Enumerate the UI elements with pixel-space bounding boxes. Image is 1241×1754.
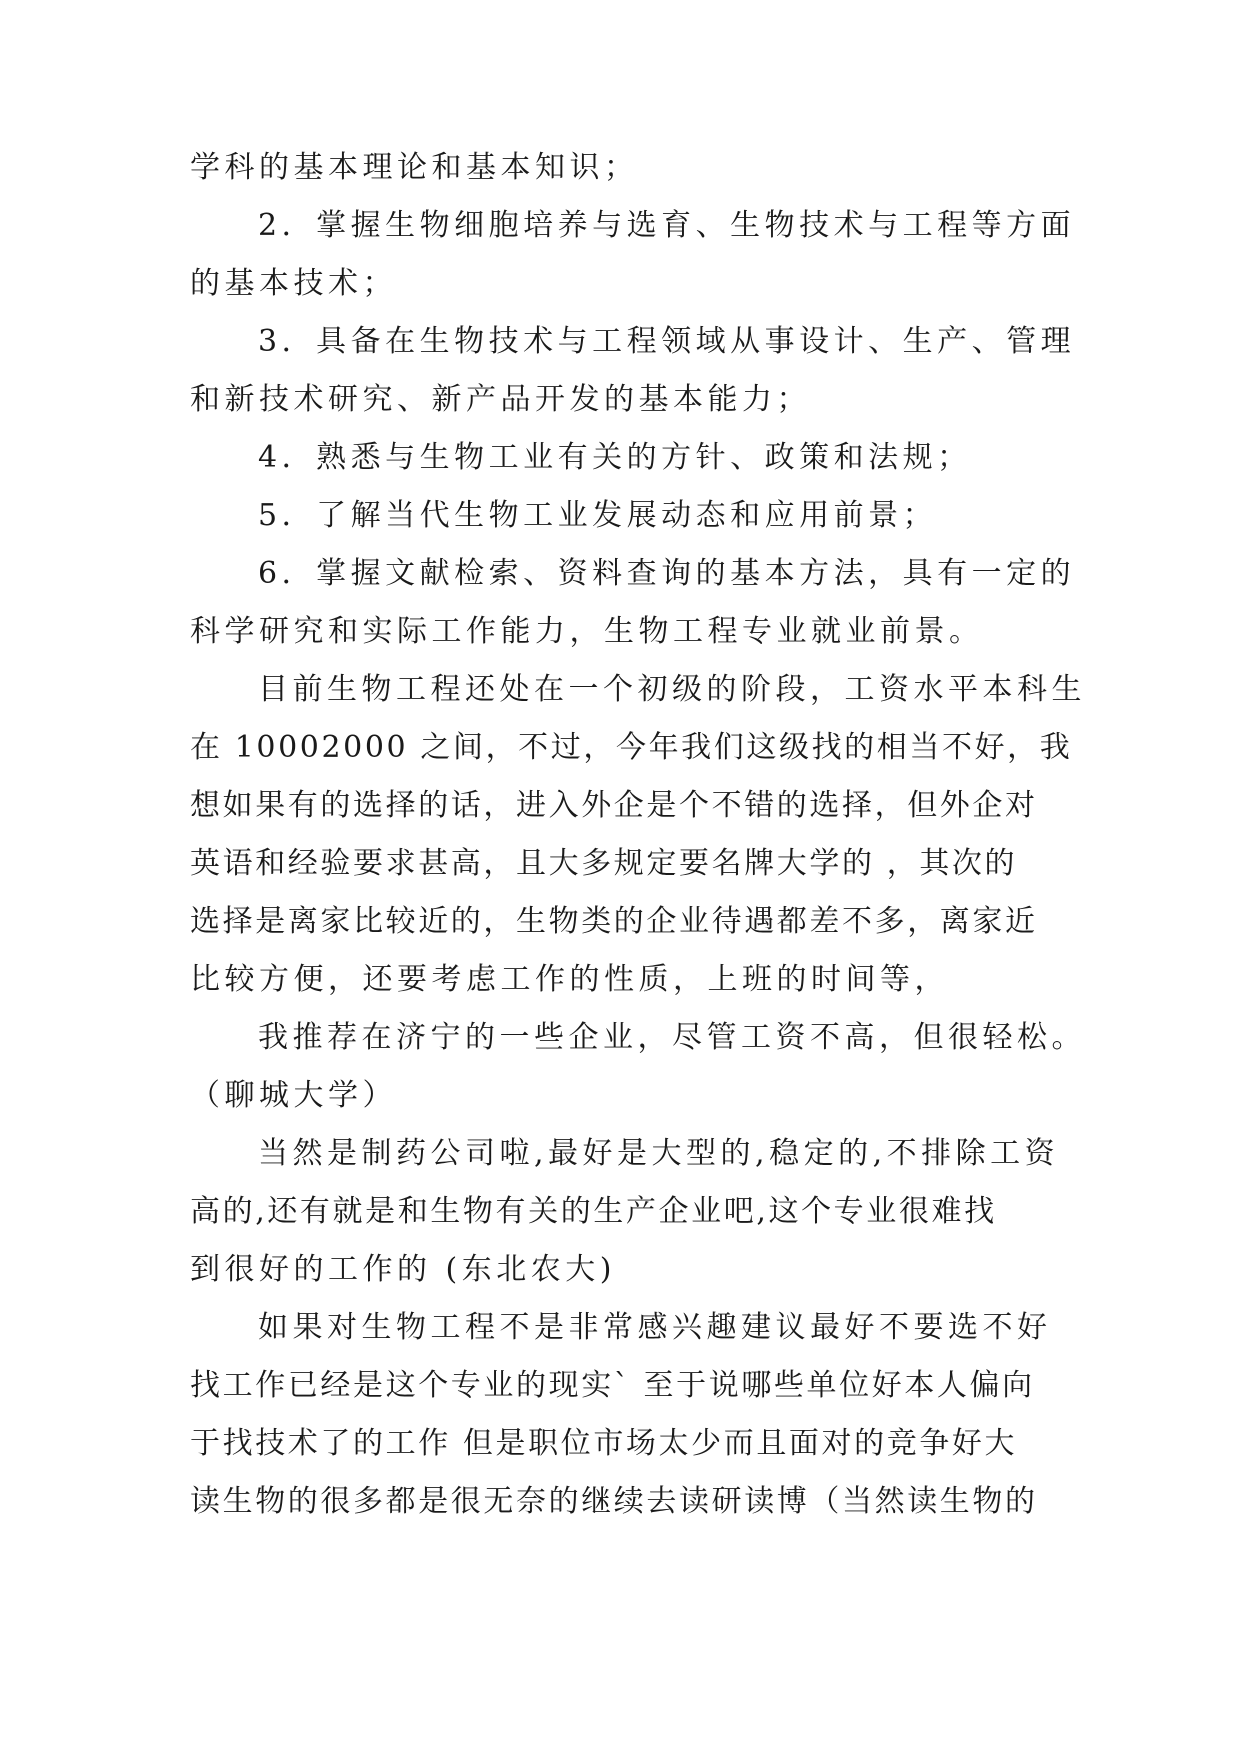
text-line: 如果对生物工程不是非常感兴趣建议最好不要选不好: [258, 1310, 1052, 1345]
text-line: 读生物的很多都是很无奈的继续去读研读博（当然读生物的: [190, 1484, 1038, 1519]
text-line: 高的,还有就是和生物有关的生产企业吧,这个专业很难找: [190, 1194, 997, 1229]
text-line: 科学研究和实际工作能力，生物工程专业就业前景。: [190, 614, 984, 649]
text-line: 想如果有的选择的话，进入外企是个不错的选择，但外企对: [190, 788, 1038, 823]
text-line: 学科的基本理论和基本知识；: [190, 150, 639, 185]
text-line: 我推荐在济宁的一些企业，尽管工资不高，但很轻松。: [258, 1020, 1086, 1055]
text-line: 于找技术了的工作 但是职位市场太少而且面对的竞争好大: [190, 1426, 1018, 1461]
text-line: 3．具备在生物技术与工程领域从事设计、生产、管理: [258, 324, 1076, 359]
text-line: 到很好的工作的 (东北农大): [190, 1252, 616, 1287]
text-line: （聊城大学）: [190, 1078, 397, 1113]
text-line: 找工作已经是这个专业的现实` 至于说哪些单位好本人偏向: [190, 1368, 1035, 1403]
text-line: 6．掌握文献检索、资料查询的基本方法，具有一定的: [258, 556, 1076, 591]
text-line: 目前生物工程还处在一个初级的阶段，工资水平本科生: [258, 672, 1086, 707]
text-line: 比较方便，还要考虑工作的性质，上班的时间等，: [190, 962, 949, 997]
text-line: 4．熟悉与生物工业有关的方针、政策和法规；: [258, 440, 972, 475]
text-line: 在 10002000 之间，不过，今年我们这级找的相当不好，我: [190, 730, 1073, 765]
text-line: 的基本技术；: [190, 266, 397, 301]
text-line: 和新技术研究、新产品开发的基本能力；: [190, 382, 811, 417]
text-line: 5．了解当代生物工业发展动态和应用前景；: [258, 498, 938, 533]
text-line: 选择是离家比较近的，生物类的企业待遇都差不多，离家近: [190, 904, 1038, 939]
text-line: 2．掌握生物细胞培养与选育、生物技术与工程等方面: [258, 208, 1076, 243]
text-line: 当然是制药公司啦,最好是大型的,稳定的,不排除工资: [258, 1136, 1060, 1171]
text-line: 英语和经验要求甚高，且大多规定要名牌大学的 ，其次的: [190, 846, 1018, 881]
